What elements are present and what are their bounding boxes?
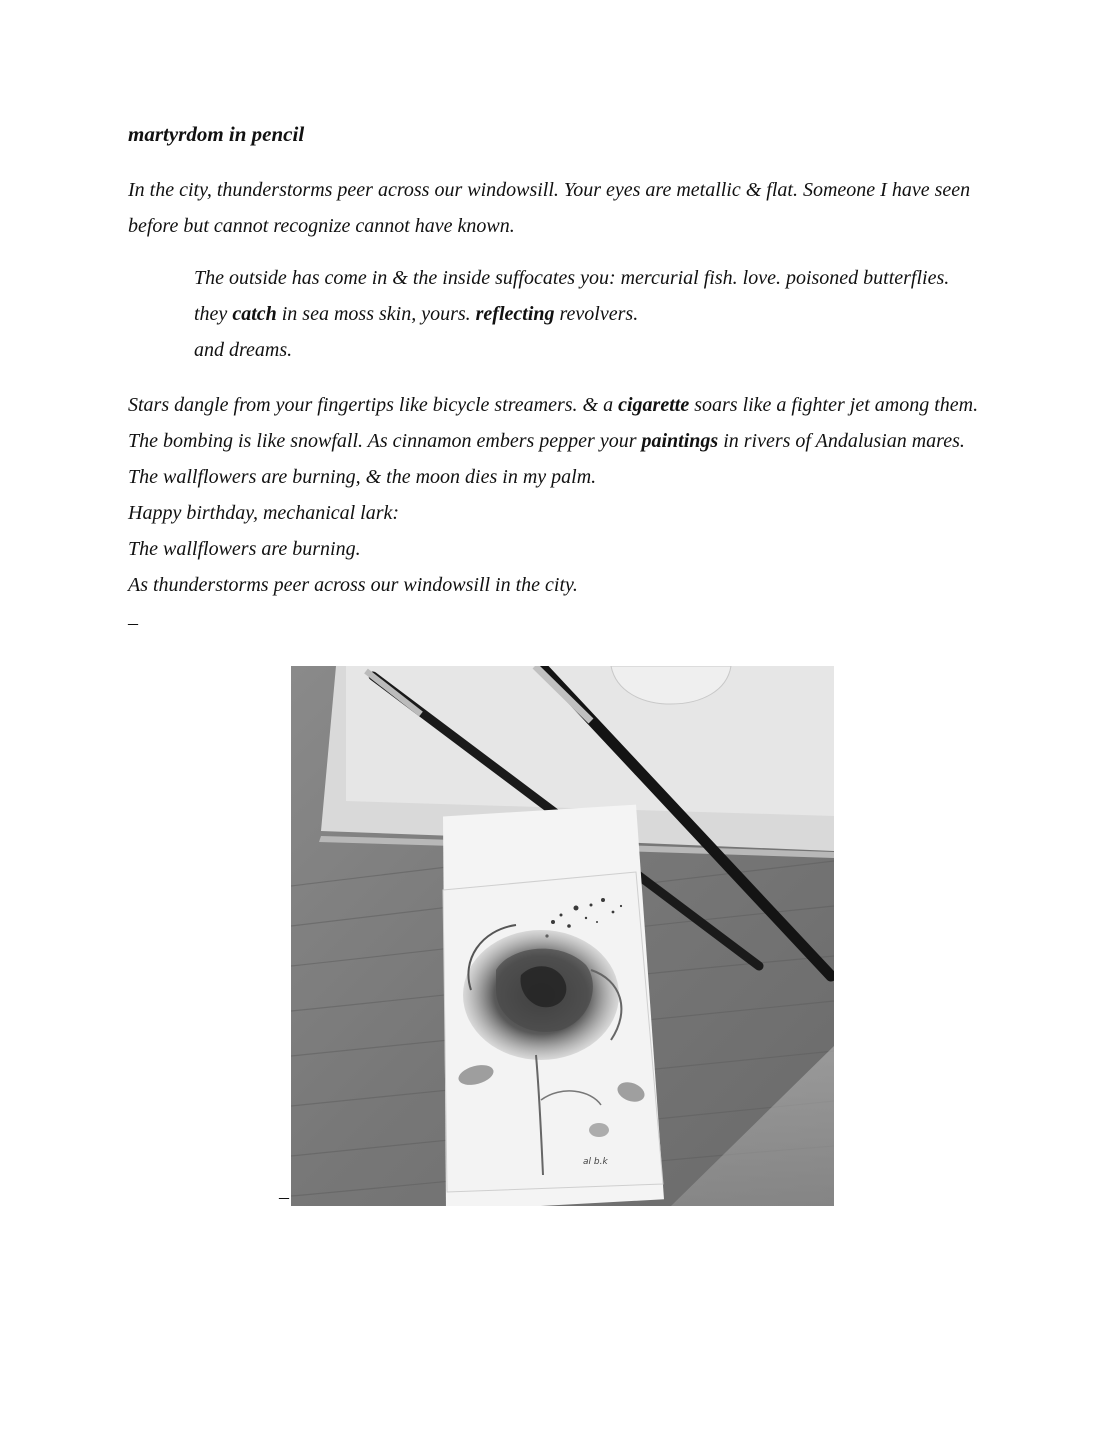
image-underline-mark: – <box>279 1186 289 1208</box>
stanza-line: The wallflowers are burning. <box>128 538 361 560</box>
indented-paragraph: The outside has come in & the inside suffocates you: mercurial fish. love. poisoned butterflies. they catch in sea moss skin, yours. reflecting revolvers. <box>194 267 950 325</box>
indented-line-dreams: and dreams. <box>194 339 293 361</box>
rose-painting-photo <box>291 666 834 1206</box>
photo-signature: al b.k <box>583 1157 608 1167</box>
opening-paragraph: In the city, thunderstorms peer across our windowsill. Your eyes are metallic & flat. Someone I have seen before but cannot recognize cannot have known. <box>128 179 971 237</box>
stanza-line: As thunderstorms peer across our windowsill in the city. <box>128 574 578 596</box>
indented-passage <box>194 260 984 368</box>
section-separator: – <box>128 612 138 634</box>
bold-word-catch: catch <box>232 303 277 325</box>
stanza-line: Happy birthday, mechanical lark: <box>128 502 400 524</box>
bold-word-paintings: paintings <box>641 430 719 452</box>
stanza-line: The wallflowers are burning, & the moon dies in my palm. <box>128 466 597 488</box>
bold-word-reflecting: reflecting <box>475 303 555 325</box>
stanza-line: Stars dangle from your fingertips like bicycle streamers. & a cigarette soars like a fighter jet among them. <box>128 394 979 416</box>
stanza-line: The bombing is like snowfall. As cinnamon embers pepper your paintings in rivers of Andalusian mares. <box>128 430 965 452</box>
poem-title: martyrdom in pencil <box>128 122 305 146</box>
bold-word-cigarette: cigarette <box>618 394 690 416</box>
closing-stanza <box>128 387 1008 603</box>
